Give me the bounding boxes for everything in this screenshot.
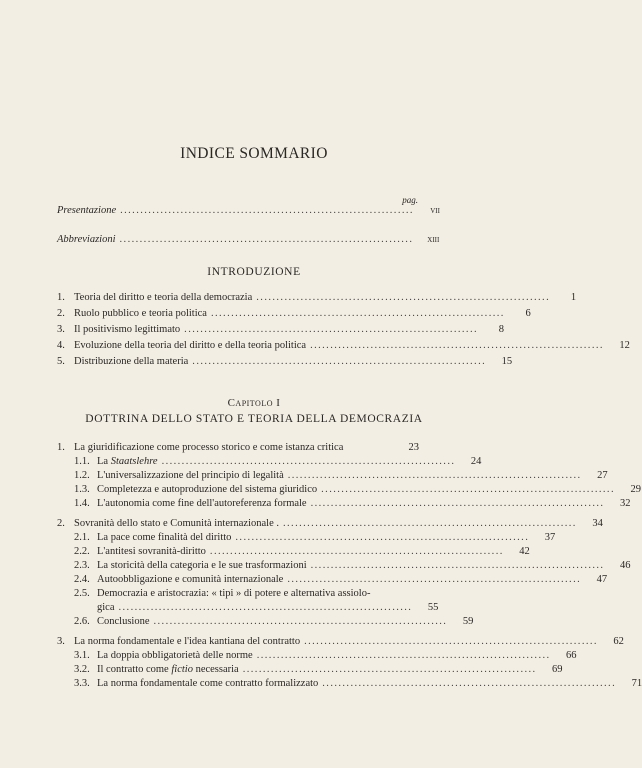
leader-dots: ......................................................................... [256,292,551,303]
toc-subentry[interactable] [74,470,608,484]
toc-entry-number: 1.1. [74,456,90,467]
toc-subentry[interactable] [74,588,419,602]
chapter-label: Capitolo I [227,397,281,409]
toc-entry-number: 2.1. [74,532,90,543]
toc-entry-number: 2. [57,518,65,529]
toc-entry-text: Evoluzione della teoria del diritto e della teoria politica [74,340,307,351]
toc-entry-page: 12 [619,340,630,351]
toc-entry-text: Il positivismo legittimato [74,324,181,335]
page-column-label: pag. [402,195,418,205]
toc-entry-page: 42 [519,546,530,557]
toc-entry-page: 24 [470,456,482,467]
toc-entry-text: L'antitesi sovranità-diritto [97,546,206,557]
toc-subentry[interactable] [74,498,631,512]
toc-entry-number: 2.2. [74,546,90,557]
toc-entry-number: 4. [57,340,65,351]
toc-entry[interactable] [57,356,513,370]
leader-dots: ......................................................................... [161,456,456,467]
toc-entry-text-post: necessaria [192,664,239,675]
toc-entry-page: 1 [570,292,577,303]
toc-entry-text: La storicità della categoria e le sue trasformazioni [97,560,307,571]
leader-dots: ......................................................................... [310,340,604,351]
toc-entry-number: 1.4. [74,498,90,509]
toc-entry-text-pre: La [97,456,111,467]
toc-subentry[interactable] [74,532,556,546]
toc-entry-text: Completezza e autoproduzione del sistema giuridico [97,484,318,495]
toc-entry[interactable] [57,518,603,532]
leader-dots: ......................................................................... [256,650,551,661]
toc-entry-presentazione[interactable] [57,205,440,219]
toc-entry-page: 29 [630,484,641,495]
leader-dots: ......................................................................... [118,602,413,613]
leader-dots: ......................................................................... [321,484,615,495]
toc-entry-text [97,664,239,675]
toc-entry-page: 27 [597,470,608,481]
toc-entry-number: 3.1. [74,650,90,661]
toc-entry-number: 2. [57,308,65,319]
toc-entry[interactable] [57,308,531,322]
chapter-title: DOTTRINA DELLO STATO E TEORIA DELLA DEMOCRAZIA [85,413,423,425]
toc-subentry[interactable] [74,574,608,588]
toc-subentry[interactable] [74,484,641,498]
toc-entry[interactable] [57,442,419,456]
toc-entry-text-italic: fictio [171,664,193,675]
leader-dots: ......................................................................... [287,574,582,585]
leader-dots: ......................................................................... [119,234,414,245]
leader-dots: ......................................................................... [310,498,605,509]
toc-entry-text: Autoobbligazione e comunità internazionale [97,574,284,585]
toc-entry-text [97,456,158,467]
toc-entry-page: 71 [631,678,642,689]
toc-subentry[interactable] [74,546,530,560]
toc-entry-number: 1.2. [74,470,90,481]
toc-entry-abbreviazioni[interactable] [57,234,440,248]
toc-entry-text: Conclusione [97,616,150,627]
toc-entry-page: 55 [427,602,439,613]
leader-dots: ......................................................................... [153,616,448,627]
toc-entry-page: 66 [566,650,577,661]
toc-entry-number: 3.2. [74,664,90,675]
toc-subentry[interactable] [74,664,563,678]
leader-dots: ......................................................................... [322,678,617,689]
toc-entry-page: 32 [619,498,631,509]
toc-entry-text: L'universalizzazione del principio di legalità [97,470,284,481]
leader-dots: ......................................................................... [209,546,504,557]
toc-entry-text: Ruolo pubblico e teoria politica [74,308,207,319]
toc-entry-text: La giuridificazione come processo storico e come istanza critica [74,442,344,453]
toc-entry-text: Teoria del diritto e teoria della democrazia [74,292,253,303]
toc-entry[interactable] [57,292,577,306]
toc-entry-page: 47 [596,574,608,585]
toc-subentry[interactable] [74,650,577,664]
leader-dots: ......................................................................... [210,308,505,319]
toc-entry-text: Sovranità dello stato e Comunità internazionale . [74,518,279,529]
toc-entry[interactable] [57,324,504,338]
toc-entry-number: 1.3. [74,484,90,495]
toc-entry-text: La norma fondamentale come contratto formalizzato [97,678,319,689]
toc-entry-page: 6 [525,308,531,319]
leader-dots: ......................................................................... [120,205,414,216]
page-title: INDICE SOMMARIO [180,145,328,162]
toc-entry-page: 23 [408,442,419,453]
leader-dots: ......................................................................... [310,560,605,571]
leader-dots: ......................................................................... [283,518,577,529]
toc-entry-text: gica [97,602,115,613]
toc-entry-number: 5. [57,356,65,367]
toc-entry-page: 59 [462,616,474,627]
toc-entry-number: 3.3. [74,678,90,689]
toc-entry-page: vii [430,205,440,216]
toc-entry[interactable] [57,340,630,354]
toc-subentry[interactable] [74,616,474,630]
toc-entry-text: Presentazione [57,205,117,216]
toc-entry-number: 1. [57,442,65,453]
toc-entry-text: La norma fondamentale e l'idea kantiana del contratto [74,636,301,647]
toc-entry-page: 34 [592,518,603,529]
toc-entry-text: Distribuzione della materia [74,356,189,367]
toc-entry-page: 15 [501,356,513,367]
leader-dots: ......................................................................... [242,664,537,675]
leader-dots: ......................................................................... [304,636,598,647]
leader-dots: ......................................................................... [287,470,582,481]
toc-entry-text: La doppia obbligatorietà delle norme [97,650,253,661]
leader-dots: ......................................................................... [235,532,530,543]
toc-entry-text: Abbreviazioni [57,234,116,245]
toc-entry-page: 37 [544,532,556,543]
toc-entry-number: 3. [57,636,65,647]
toc-entry-number: 3. [57,324,65,335]
toc-entry-page: 46 [619,560,631,571]
toc-entry-number: 2.3. [74,560,90,571]
toc-entry-page: 8 [498,324,504,335]
toc-entry-number: 1. [57,292,65,303]
toc-subentry[interactable] [74,456,482,470]
toc-entry-text: Democrazia e aristocrazia: « tipi » di potere e alternativa assiolo- [97,588,371,599]
toc-entry-page: 69 [552,664,563,675]
toc-entry-page: 62 [613,636,624,647]
leader-dots: ......................................................................... [184,324,478,335]
toc-entry-text-italic: Staatslehre [110,456,158,467]
toc-entry-number: 2.5. [74,588,90,599]
toc-entry-page: xiii [427,234,440,245]
toc-subentry-continuation[interactable] [97,602,439,616]
toc-entry[interactable] [57,636,624,650]
toc-entry-number: 2.6. [74,616,90,627]
toc-entry-text: L'autonomia come fine dell'autoreferenza formale [97,498,307,509]
toc-entry-text: La pace come finalità del diritto [97,532,232,543]
toc-entry-text-pre: Il contratto come [97,664,172,675]
leader-dots: ......................................................................... [192,356,487,367]
toc-entry-number: 2.4. [74,574,90,585]
toc-subentry[interactable] [74,560,631,574]
toc-subentry[interactable] [74,678,642,692]
section-heading-introduzione: INTRODUZIONE [207,266,301,278]
